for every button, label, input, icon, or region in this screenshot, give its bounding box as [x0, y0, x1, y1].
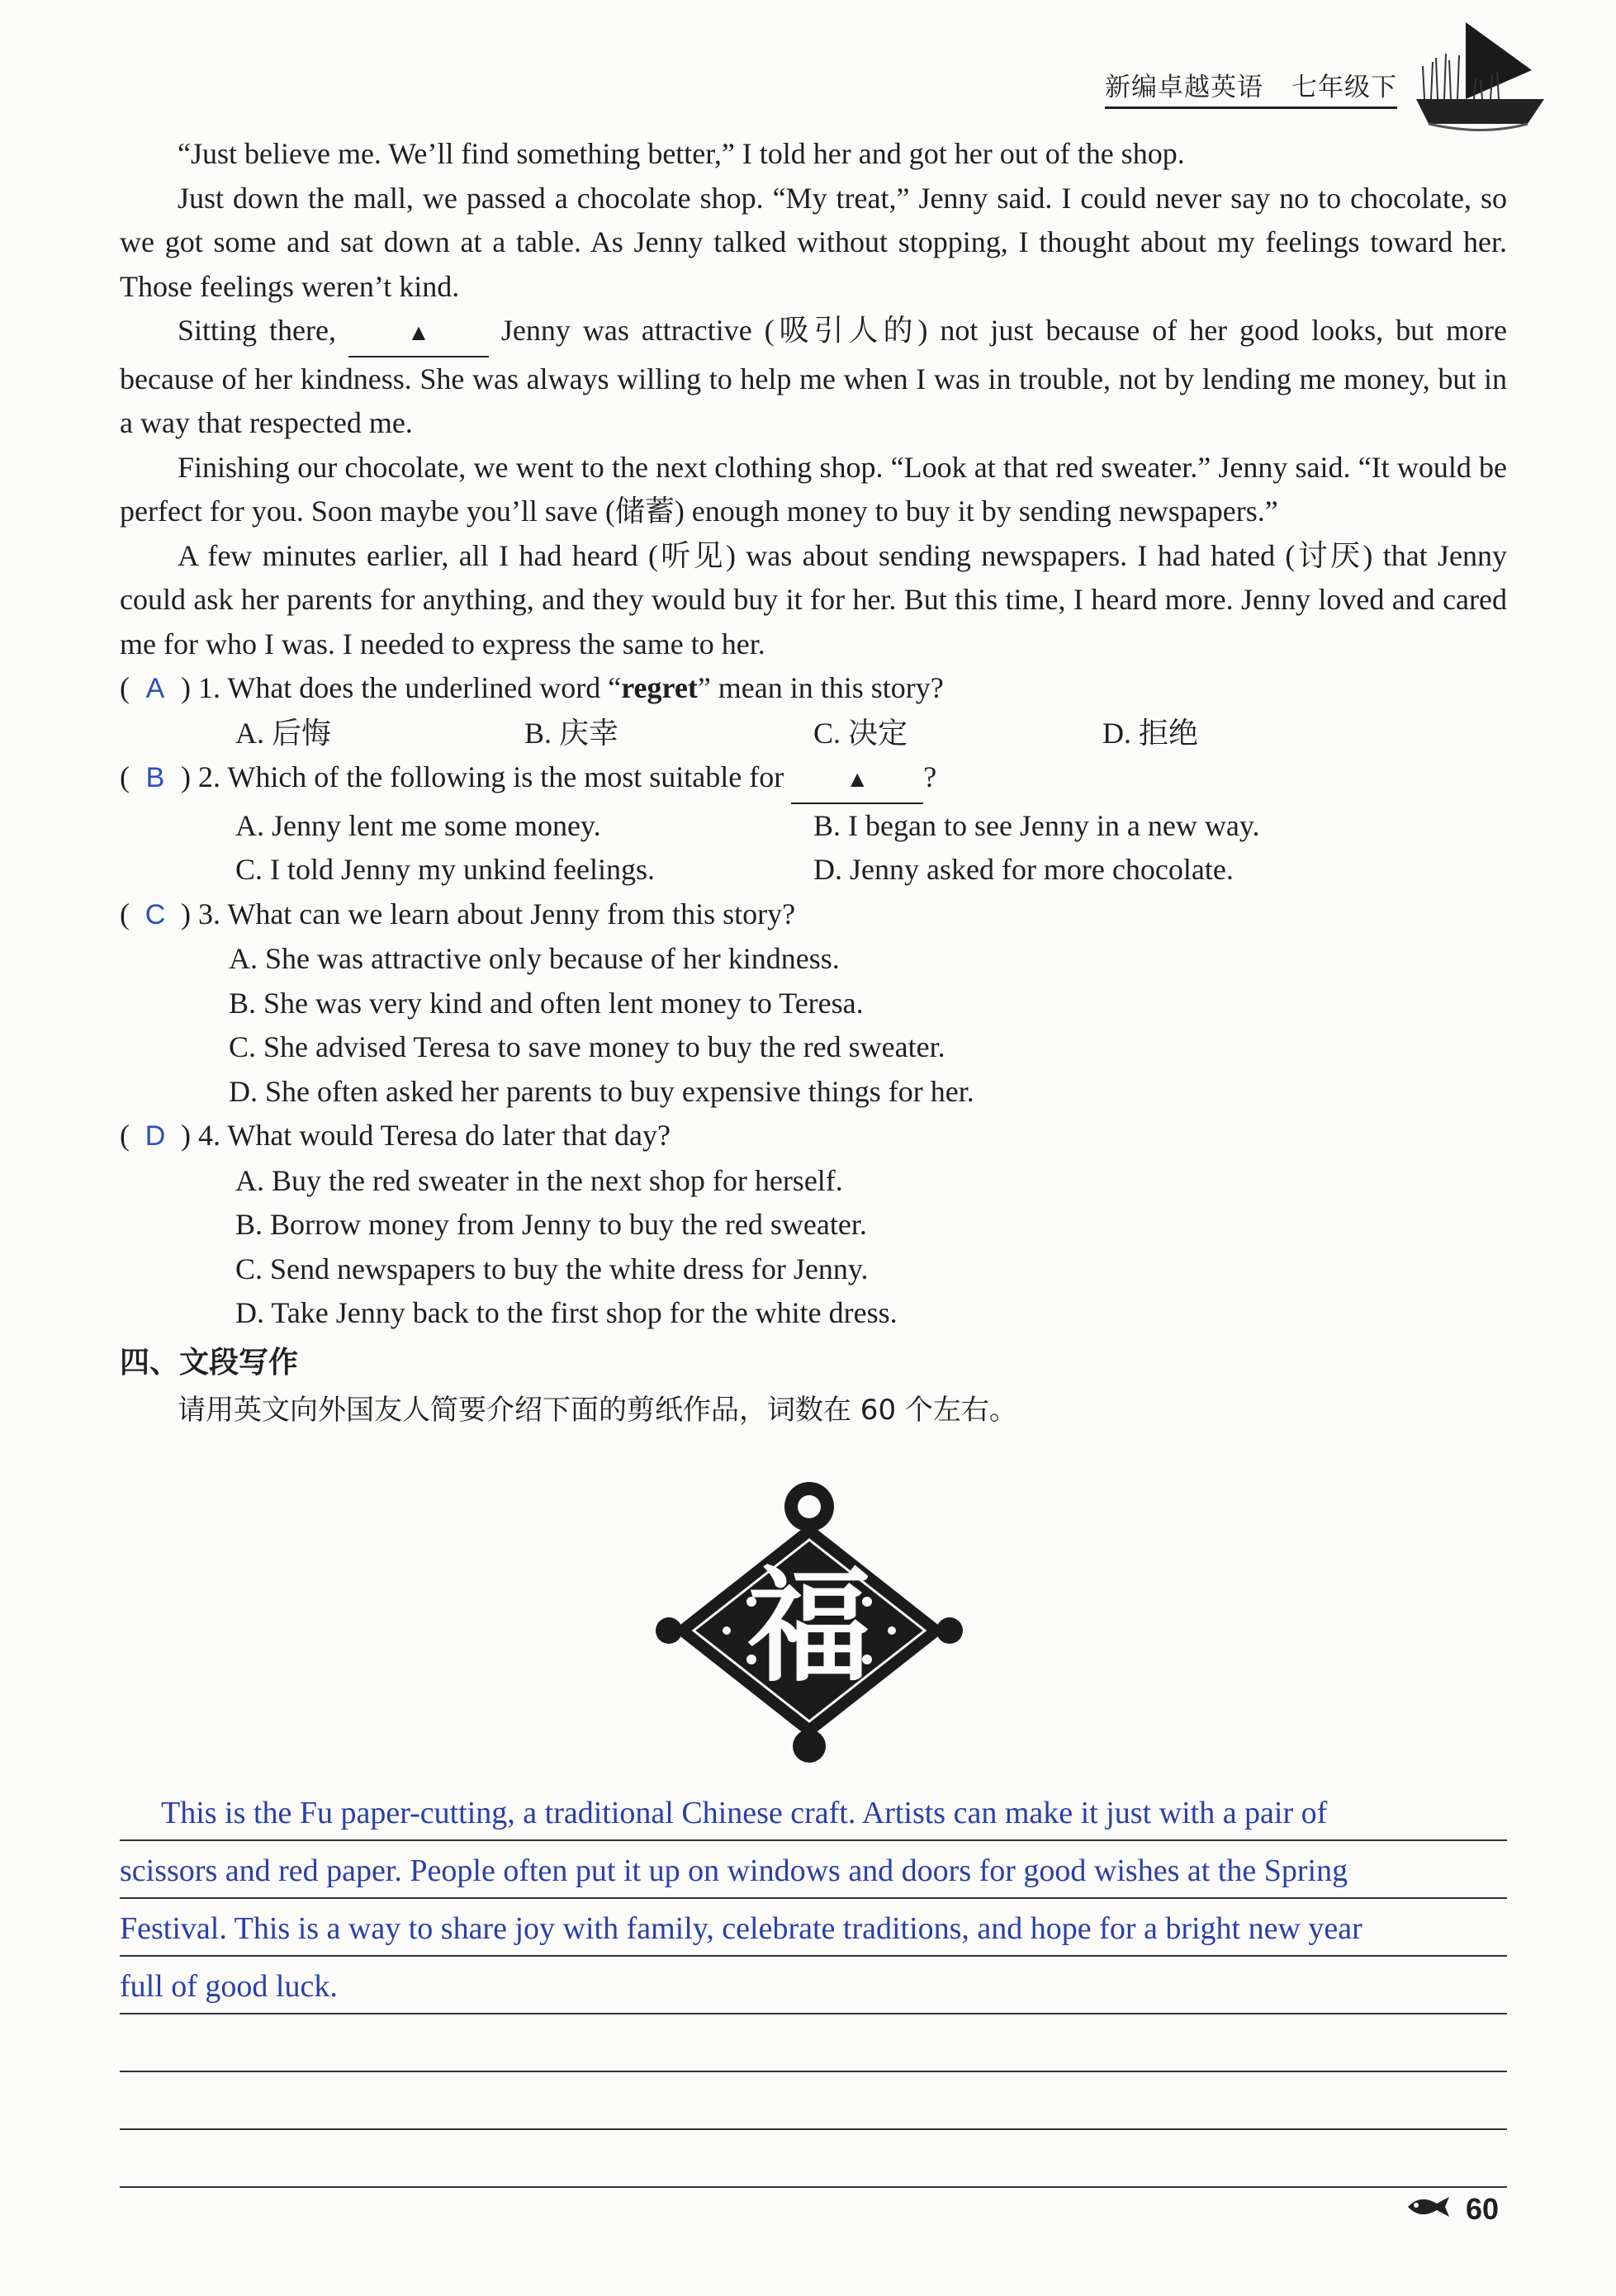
- option: C. I told Jenny my unkind feelings.: [235, 853, 655, 886]
- option: B. 庆幸: [524, 716, 619, 750]
- option: A. She was attractive only because of her kindness.: [229, 942, 840, 975]
- answer-blank: ▲: [791, 755, 923, 804]
- paragraph-1: “Just believe me. We’ll find something better,” I told her and got her out of the shop.: [178, 137, 1185, 170]
- option: D. Jenny asked for more chocolate.: [813, 853, 1234, 886]
- writing-line[interactable]: [120, 2130, 1507, 2188]
- writing-line[interactable]: [120, 2014, 1507, 2072]
- writing-line[interactable]: full of good luck.: [120, 1957, 1507, 2014]
- writing-area: [120, 1783, 1507, 2188]
- option: D. 拒绝: [1102, 716, 1198, 750]
- option: A. 后悔: [235, 716, 331, 750]
- option: D. Take Jenny back to the first shop for the white dress.: [235, 1296, 898, 1329]
- keyword: regret: [621, 671, 698, 704]
- reading-section: [120, 132, 1507, 1433]
- paragraph-4: Finishing our chocolate, we went to the next clothing shop. “Look at that red sweater.” Jenny said. “It would be perfect for you. Soon maybe you’ll save (储蓄) enough money to buy it by sending newspapers.”: [120, 450, 1507, 528]
- section-title: 四、文段写作: [120, 1345, 299, 1380]
- book-title: 新编卓越英语: [1105, 73, 1263, 102]
- answer-choice: A: [145, 673, 165, 704]
- writing-line[interactable]: [120, 2072, 1507, 2130]
- grade-label: 七年级下: [1291, 73, 1397, 102]
- writing-instruction: 请用英文向外国友人简要介绍下面的剪纸作品，词数在 60 个左右。: [178, 1393, 1017, 1427]
- answer-choice: C: [145, 898, 166, 930]
- question-2-options: [120, 804, 1507, 892]
- answer-blank: ▲: [348, 309, 489, 357]
- page-number: 60: [1466, 2192, 1500, 2226]
- option: A. Jenny lent me some money.: [235, 808, 601, 842]
- answer-choice: B: [145, 762, 165, 793]
- paragraph-5: A few minutes earlier, all I had heard (听见) was about sending newspapers. I had hated (讨厌) that Jenny could ask her parents for anything, and they would buy it for her. But this time, I heard more. Jenny loved and cared me for who I was. I needed to express the same to her.: [120, 538, 1507, 660]
- question-2: ( B ) 2. Which of the following is the most suitable for ▲ ?: [120, 755, 1507, 804]
- fu-character: 福: [746, 1555, 872, 1699]
- option: B. I began to see Jenny in a new way.: [813, 808, 1260, 842]
- paragraph-3: Sitting there, ▲ Jenny was attractive (吸引人的) not just because of her good looks, but more because of her kindness. She was always willing to help me when I was in trouble, not by lending me money, but in a way that respected me.: [120, 309, 1507, 446]
- option: B. She was very kind and often lent money to Teresa.: [229, 986, 864, 1020]
- option: C. She advised Teresa to save money to buy the red sweater.: [229, 1030, 945, 1063]
- running-header: [1105, 66, 1397, 109]
- writing-line[interactable]: Festival. This is a way to share joy with family, celebrate traditions, and hope for a bright new year: [120, 1899, 1507, 1957]
- fu-paper-cutting-image: [636, 1478, 983, 1767]
- option: B. Borrow money from Jenny to buy the red sweater.: [235, 1208, 867, 1241]
- paragraph-2: Just down the mall, we passed a chocolate shop. “My treat,” Jenny said. I could never say no to chocolate, so we got some and sat down at a table. As Jenny talked without stopping, I thought about my feelings toward her. Those feelings weren’t kind.: [120, 181, 1507, 303]
- answer-choice: D: [145, 1120, 166, 1152]
- option: C. Send newspapers to buy the white dress for Jenny.: [235, 1252, 869, 1285]
- option: C. 决定: [813, 716, 908, 750]
- fish-icon: [1404, 2192, 1453, 2222]
- writing-line[interactable]: This is the Fu paper-cutting, a traditional Chinese craft. Artists can make it just with a pair of: [120, 1783, 1507, 1841]
- sailing-boat-icon: [1408, 21, 1552, 144]
- question-1-options: [120, 712, 1507, 756]
- question-3: ( C ) 3. What can we learn about Jenny from this story?: [120, 892, 1507, 938]
- question-4: ( D ) 4. What would Teresa do later that day?: [120, 1114, 1507, 1159]
- writing-line[interactable]: scissors and red paper. People often put it up on windows and doors for good wishes at the Spring: [120, 1841, 1507, 1899]
- option: A. Buy the red sweater in the next shop for herself.: [235, 1163, 843, 1197]
- question-1: ( A ) 1. What does the underlined word “regret” mean in this story?: [120, 666, 1507, 712]
- option: D. She often asked her parents to buy expensive things for her.: [229, 1074, 974, 1108]
